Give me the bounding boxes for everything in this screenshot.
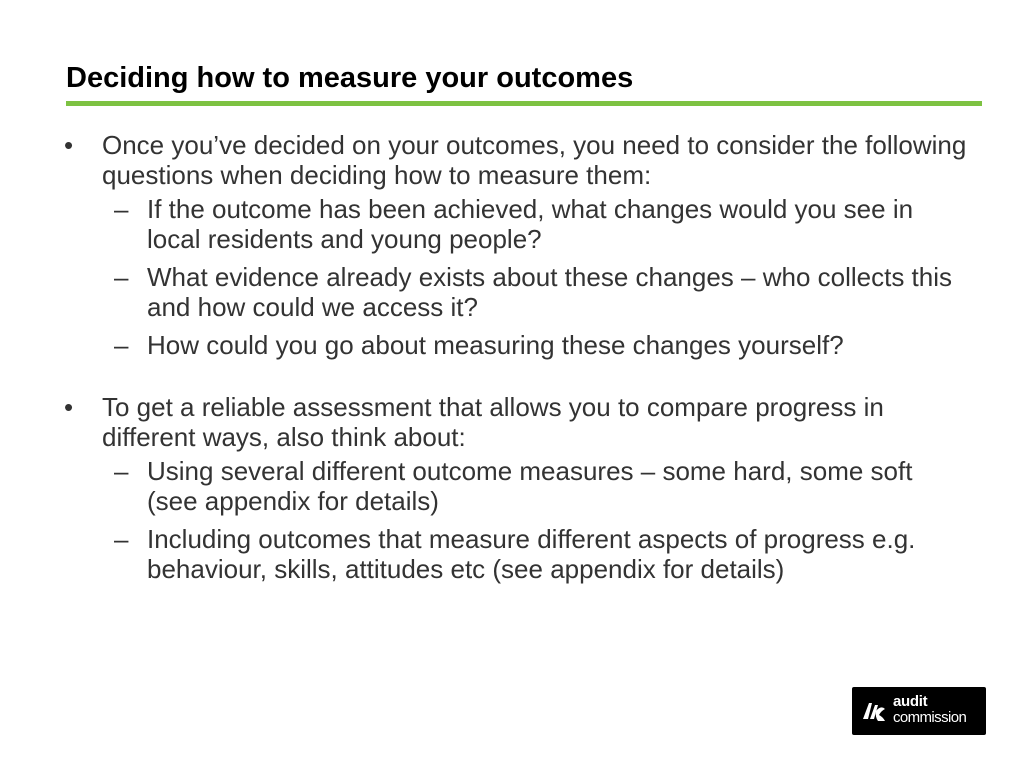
sub-bullet-text: What evidence already exists about these changes – who collects this and how could we access it? — [147, 262, 953, 322]
sub-bullet-list — [102, 194, 972, 360]
sub-bullet-item — [102, 262, 957, 322]
sub-bullet-marker: – — [114, 262, 129, 292]
title-underline — [66, 101, 982, 106]
audit-commission-mark-icon — [861, 699, 887, 723]
sub-bullet-item — [102, 330, 957, 360]
sub-bullet-marker: – — [114, 330, 129, 360]
sub-bullet-item — [102, 456, 957, 516]
sub-bullet-item — [102, 524, 957, 584]
sub-bullet-marker: – — [114, 456, 129, 486]
bullet-item-2 — [0, 392, 972, 584]
slide-title: Deciding how to measure your outcomes — [66, 62, 634, 94]
sub-bullet-marker: – — [114, 194, 129, 224]
bullet-text: To get a reliable assessment that allows you to compare progress in different ways, also think about: — [102, 392, 884, 452]
bullet-marker: • — [64, 130, 74, 160]
sub-bullet-text: Including outcomes that measure different aspects of progress e.g. behaviour, skills, attitudes etc (see appendix for details) — [147, 524, 916, 584]
sub-bullet-marker: – — [114, 524, 129, 554]
sub-bullet-item — [102, 194, 957, 254]
sub-bullet-text: If the outcome has been achieved, what changes would you see in local residents and young people? — [147, 194, 914, 254]
bullet-marker: • — [64, 392, 74, 422]
bullet-list — [0, 130, 1024, 592]
bullet-item-1 — [0, 130, 972, 360]
sub-bullet-text: How could you go about measuring these changes yourself? — [147, 330, 844, 360]
logo-text-commission: commission — [893, 709, 967, 726]
audit-commission-logo — [852, 687, 986, 735]
sub-bullet-list — [102, 456, 972, 584]
bullet-text: Once you’ve decided on your outcomes, you need to consider the following questions when deciding how to measure them: — [102, 130, 967, 190]
logo-text-audit: audit — [893, 693, 928, 710]
sub-bullet-text: Using several different outcome measures – some hard, some soft (see appendix for details) — [147, 456, 913, 516]
